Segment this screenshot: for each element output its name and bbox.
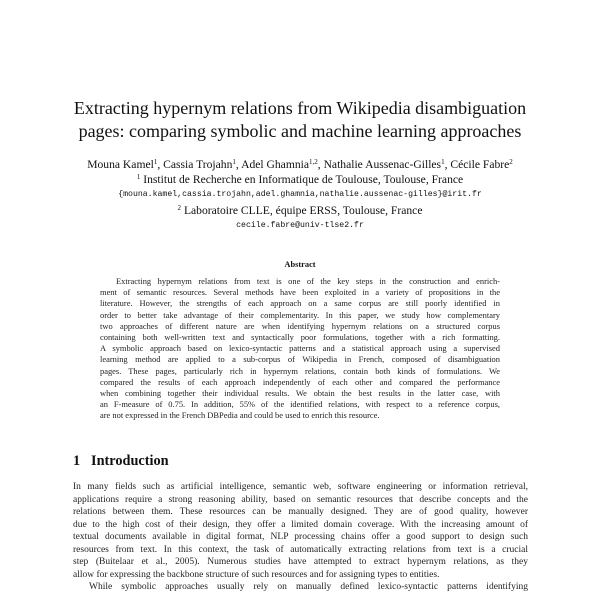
abstract-line: when combining together their individual results. We obtain the best results in the latter case, with — [100, 388, 500, 399]
email-line-1: {mouna.kamel,cassia.trojahn,adel.ghamnia,nathalie.aussenac-gilles}@irit.fr — [118, 190, 482, 199]
email-line-2: cecile.fabre@univ-tlse2.fr — [236, 221, 364, 230]
affiliation-1 — [40, 172, 560, 187]
abstract-line: an F-measure of 0.75. In addition, 55% of the identified relations, with respect to a reference corpus, — [100, 399, 500, 410]
author-name: Cécile Fabre — [450, 158, 510, 171]
author-name: Mouna Kamel — [87, 158, 154, 171]
author-affiliation-mark: 1 — [232, 158, 236, 166]
author-names — [40, 157, 560, 172]
body-line: allow for expressing the backbone structure of such resources and for assigning types to entities. — [73, 569, 440, 580]
abstract-heading: Abstract — [284, 260, 316, 269]
body-line: step (Buitelaar et al., 2005). Numerous studies have attempted to extract hypernym relations, as they — [73, 557, 528, 567]
author-affiliation-mark: 2 — [509, 158, 513, 166]
author-separator: , — [317, 158, 324, 171]
abstract-line: Extracting hypernym relations from text is one of the key steps in the construction and enrich- — [116, 276, 500, 286]
paper-title — [40, 97, 560, 143]
introduction-body — [73, 481, 528, 594]
body-line: applications require a strong reasoning ability, based on semantic resources that describe concepts and the — [73, 494, 528, 505]
body-line: textual documents available in digital format, NLP processing chains offer a good support to design such — [73, 532, 528, 542]
abstract-line: pages. These pages, particularly rich in hypernym relations, contain both kinds of formulations. We — [100, 365, 500, 376]
author-name: Adel Ghamnia — [241, 158, 310, 171]
title-line-1: Extracting hypernym relations from Wikipedia disambiguation — [73, 98, 527, 118]
body-line: due to the high cost of their design, they offer a limited domain coverage. With the increasing amount of — [73, 519, 528, 530]
abstract-line: containing both well-written text and syntactically poor formulations, together with a rich formatting. — [100, 332, 500, 343]
section-heading-introduction — [73, 453, 169, 470]
affiliation-text: Laboratoire CLLE, équipe ERSS, Toulouse, France — [183, 204, 423, 217]
section-title: Introduction — [91, 453, 169, 469]
author-block — [40, 157, 560, 234]
abstract-line: compared the results of each approach independently of each other and compared the performance — [100, 376, 500, 387]
author-separator: , — [444, 158, 451, 171]
abstract-line: order to better take advantage of their complementarity. In this paper, we study how complementary — [100, 309, 500, 320]
author-affiliation-mark: 1 — [441, 158, 445, 166]
abstract-line: ment of semantic resources. Several methods have been exploited in a variety of propositions in the — [100, 287, 500, 298]
affiliation-2 — [40, 203, 560, 218]
abstract-body — [100, 276, 500, 422]
author-affiliation-mark: 1,2 — [309, 158, 318, 166]
author-affiliation-mark: 1 — [153, 158, 158, 166]
title-line-2: pages: comparing symbolic and machine learning approaches — [78, 121, 522, 141]
abstract-line: learning method are applied to a sub-corpus of Wikipedia in French, composed of disambiguation — [100, 354, 500, 365]
abstract-line: literature. However, the strengths of each approach on a same corpus are still poorly identified in — [100, 298, 500, 309]
abstract-line: A symbolic approach based on lexico-syntactic patterns and a statistical approach using a supervised — [100, 343, 500, 354]
body-line: relations between them. These resources can be manually designed. They are of good quality, however — [73, 507, 528, 517]
body-line: resources from text. In this context, the task of automatically extracting relations from text is a crucial — [73, 544, 528, 555]
author-separator: , — [235, 158, 242, 171]
section-number: 1 — [73, 453, 81, 469]
author-name: Nathalie Aussenac-Gilles — [323, 158, 442, 171]
author-name: Cassia Trojahn — [163, 158, 233, 171]
affiliation-mark: 2 — [177, 204, 182, 212]
affiliation-mark: 1 — [136, 173, 141, 181]
affiliation-text: Institut de Recherche en Informatique de Toulouse, Toulouse, France — [143, 173, 464, 186]
body-line: While symbolic approaches usually rely on manually defined lexico-syntactic patterns identifying — [89, 582, 528, 592]
author-separator: , — [157, 158, 164, 171]
abstract-line: two approaches of different nature are when identifying hypernym relations on a structured corpus — [100, 320, 500, 331]
abstract-line: are not expressed in the French DBPedia and could be used to enrich this resource. — [100, 410, 380, 421]
body-line: In many fields such as artificial intelligence, semantic web, software engineering or information retrieval, — [73, 482, 528, 492]
